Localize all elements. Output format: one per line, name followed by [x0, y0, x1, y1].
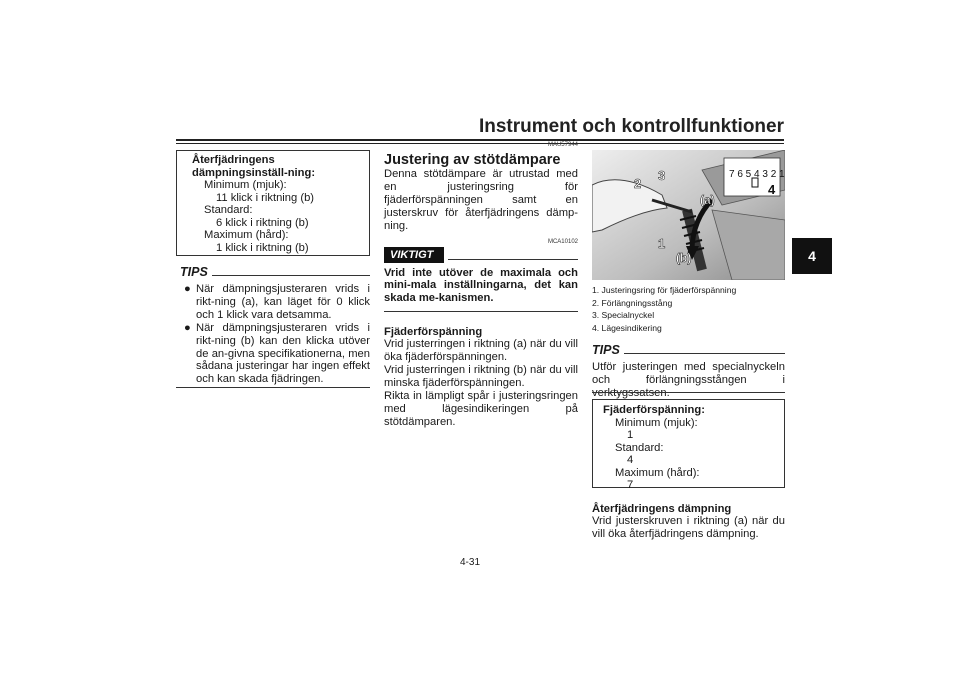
preload-step: Vrid justerringen i riktning (b) när du vill minska fjäderförspänningen.: [384, 364, 578, 389]
section-intro: Denna stötdämpare är utrustad med en justeringsring för fjäderförspänningen samt en justerskruv för återfjädringens dämp-ning.: [384, 168, 578, 232]
chapter-tab: 4: [792, 238, 832, 274]
spec-label-min: Minimum (mjuk):: [204, 179, 287, 191]
section-heading: Justering av stötdämpare: [384, 152, 561, 168]
tips-bullet-text: När dämpningsjusteraren vrids i rikt-ning (a), kan läget för 0 klick och 1 klick vara detsamma.: [196, 283, 370, 321]
tips-bullet-text: När dämpningsjusteraren vrids i rikt-ning (b) kan den klicka utöver de an-givna specifikationerna, men sådana justeringar har ingen effekt och kan skada fjädringen.: [196, 321, 370, 386]
shock-absorber-section: [384, 142, 578, 429]
spring-preload-heading: Fjäderförspänning: [384, 326, 483, 339]
header-rule: [176, 139, 784, 141]
shock-absorber-illustration: [592, 150, 785, 280]
notice-label: VIKTIGT: [384, 247, 444, 263]
spec-value-min: 1: [627, 429, 634, 441]
bullet-icon: ●: [184, 283, 191, 295]
legend-item: 2. Förlängningsstång: [592, 297, 673, 308]
page-title: Instrument och kontrollfunktioner: [478, 116, 784, 137]
tips-end-rule: [592, 392, 785, 393]
spec-label-standard: Standard:: [615, 441, 664, 454]
spec-label-standard: Standard:: [204, 204, 253, 216]
direction-a-label: (a): [700, 193, 715, 207]
notice-rule: [448, 259, 578, 260]
spec-value-max: 1 klick i riktning (b): [216, 241, 309, 254]
tips-text: Utför justeringen med specialnyckeln och förlängningsstången i: [592, 361, 785, 386]
spec-value-standard: 4: [627, 454, 634, 466]
callout-2: 2: [634, 176, 642, 191]
preload-step: Rikta in lämpligt spår i justeringsringen med lägesindikeringen på stötdämparen.: [384, 389, 578, 428]
scale-label: 7 6 5 4 3 2 1: [729, 169, 785, 180]
legend-item: 1. Justeringsring för fjäderförspänning: [592, 285, 737, 295]
legend-item: 4. Lägesindikering: [592, 322, 662, 333]
figure-legend: [592, 284, 786, 334]
callout-1: 1: [658, 236, 666, 251]
tips-heading: TIPS: [592, 343, 620, 357]
tips-section-left: [180, 265, 370, 386]
spec-label-max: Maximum (hård):: [615, 466, 700, 479]
preload-step: Vrid justerringen i riktning (a) när du vill öka fjäderförspänningen.: [384, 338, 578, 364]
spec-box-title: Återfjädringens dämpningsinställ-ning:: [192, 154, 316, 179]
rebound-damping-heading: Återfjädringens dämpning: [592, 503, 732, 515]
rebound-damping-section: [592, 503, 785, 541]
spec-label-max: Maximum (hård):: [204, 229, 289, 241]
notice-text: Vrid inte utöver de maximala och mini-mala inställningarna, det kan skada me-kanismen.: [384, 267, 578, 313]
tips-bullet: [180, 322, 370, 387]
spec-value-min: 11 klick i riktning (b): [216, 191, 315, 204]
section-code: MAU57944: [547, 142, 578, 148]
spec-label-min: Minimum (mjuk):: [615, 416, 698, 429]
spec-box-title: Fjäderförspänning:: [603, 404, 705, 416]
rebound-damping-text: Vrid justerskruven i riktning (a) när du vill öka återfjädringens dämpning.: [592, 515, 785, 540]
tips-bullet: [180, 283, 370, 322]
callout-4: 4: [768, 182, 776, 197]
tips-rule: [212, 275, 370, 276]
notice-code: MCA10102: [547, 238, 578, 245]
tips-rule: [624, 353, 785, 354]
legend-item: 3. Specialnyckel: [592, 310, 655, 321]
rebound-damping-spec-box: [176, 150, 370, 256]
direction-b-label: (b): [676, 251, 692, 265]
tips-heading: TIPS: [180, 265, 208, 279]
callout-3: 3: [658, 168, 666, 183]
spec-value-standard: 6 klick i riktning (b): [216, 216, 309, 229]
notice-header: [384, 247, 578, 263]
bullet-icon: ●: [184, 321, 191, 334]
spring-preload-spec-box: [592, 399, 785, 491]
spec-value-max: 7: [627, 479, 634, 491]
tips-end-rule: [176, 387, 370, 388]
page-number: 4-31: [460, 557, 481, 568]
